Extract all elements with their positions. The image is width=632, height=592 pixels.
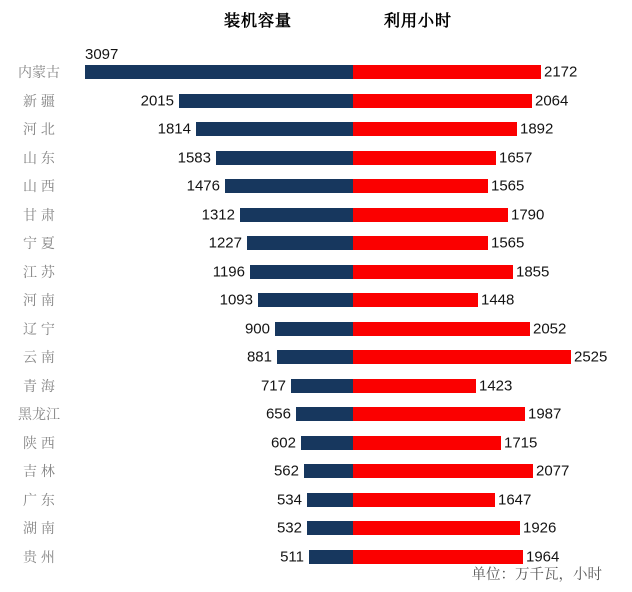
chart-row <box>0 115 632 144</box>
province-label: 湖 南 <box>23 520 55 537</box>
bar-area <box>78 115 632 144</box>
capacity-bar <box>225 179 353 193</box>
bar-area <box>78 486 632 515</box>
hours-bar <box>353 94 532 108</box>
hours-value-label: 1926 <box>523 519 557 537</box>
hours-bar <box>353 407 525 421</box>
chart-row <box>0 87 632 116</box>
hours-series-title: 利用小时 <box>384 13 453 30</box>
bar-area <box>78 514 632 543</box>
hours-bar <box>353 265 513 279</box>
province-label: 新 疆 <box>23 92 55 109</box>
capacity-bar <box>240 208 353 222</box>
capacity-value-label: 1312 <box>201 206 235 224</box>
hours-value-label: 1565 <box>491 234 525 252</box>
chart-row <box>0 457 632 486</box>
province-label: 陕 西 <box>23 434 55 451</box>
hours-bar <box>353 151 496 165</box>
bar-area <box>78 87 632 116</box>
capacity-value-label: 562 <box>273 462 299 480</box>
capacity-value-label: 3097 <box>85 46 119 63</box>
capacity-value-label: 717 <box>260 377 286 395</box>
province-label: 贵 州 <box>23 548 55 565</box>
province-label: 辽 宁 <box>23 320 55 337</box>
bar-area <box>78 315 632 344</box>
province-label: 山 东 <box>23 149 55 166</box>
capacity-bar <box>247 236 353 250</box>
hours-value-label: 1657 <box>499 149 533 167</box>
hours-value-label: 2077 <box>536 462 570 480</box>
province-label: 山 西 <box>23 178 55 195</box>
hours-bar <box>353 379 476 393</box>
capacity-bar <box>275 322 353 336</box>
capacity-value-label: 656 <box>265 405 291 423</box>
hours-value-label: 1987 <box>528 405 562 423</box>
capacity-bar <box>250 265 353 279</box>
unit-note: 单位：万千瓦，小时 <box>471 567 602 583</box>
province-label: 云 南 <box>23 349 55 366</box>
chart-row <box>0 486 632 515</box>
chart-row <box>0 229 632 258</box>
hours-value-label: 1565 <box>491 177 525 195</box>
chart-row <box>0 172 632 201</box>
capacity-bar <box>179 94 353 108</box>
capacity-bar <box>196 122 353 136</box>
hours-bar <box>353 521 520 535</box>
hours-value-label: 2525 <box>574 348 608 366</box>
capacity-bar <box>304 464 353 478</box>
capacity-value-label: 534 <box>276 491 302 509</box>
bar-area <box>78 429 632 458</box>
capacity-bar <box>309 550 353 564</box>
capacity-value-label: 1093 <box>219 291 253 309</box>
chart-row <box>0 372 632 401</box>
hours-bar <box>353 550 523 564</box>
capacity-value-label: 900 <box>244 320 270 338</box>
province-label: 甘 肃 <box>23 206 55 223</box>
capacity-bar <box>258 293 353 307</box>
bar-area <box>78 172 632 201</box>
hours-value-label: 1423 <box>479 377 513 395</box>
capacity-bar <box>301 436 353 450</box>
hours-value-label: 1790 <box>511 206 545 224</box>
hours-bar <box>353 293 478 307</box>
capacity-bar <box>85 65 353 79</box>
chart-row <box>0 46 632 87</box>
bar-area <box>78 457 632 486</box>
bar-area <box>78 372 632 401</box>
hours-value-label: 1855 <box>516 263 550 281</box>
bar-area <box>78 286 632 315</box>
hours-value-label: 1647 <box>498 491 532 509</box>
capacity-bar <box>216 151 353 165</box>
capacity-bar <box>307 493 353 507</box>
bar-area <box>78 46 632 87</box>
bar-area <box>78 229 632 258</box>
chart-row <box>0 144 632 173</box>
bar-area <box>78 258 632 287</box>
chart-row <box>0 315 632 344</box>
bar-area <box>78 144 632 173</box>
province-label: 河 北 <box>23 121 55 138</box>
chart-row <box>0 258 632 287</box>
hours-bar <box>353 208 508 222</box>
capacity-value-label: 1814 <box>157 120 191 138</box>
bar-area <box>78 201 632 230</box>
hours-bar <box>353 350 571 364</box>
capacity-value-label: 511 <box>280 548 304 566</box>
hours-bar <box>353 236 488 250</box>
capacity-value-label: 1476 <box>186 177 220 195</box>
province-label: 河 南 <box>23 292 55 309</box>
hours-value-label: 2052 <box>533 320 567 338</box>
capacity-bar <box>307 521 353 535</box>
capacity-value-label: 1583 <box>177 149 211 167</box>
capacity-value-label: 602 <box>270 434 296 452</box>
capacity-value-label: 881 <box>246 348 272 366</box>
capacity-value-label: 532 <box>276 519 302 537</box>
hours-value-label: 1715 <box>504 434 538 452</box>
hours-bar <box>353 65 541 79</box>
province-label: 黑龙江 <box>18 406 60 423</box>
capacity-series-title: 装机容量 <box>224 13 293 30</box>
province-label: 吉 林 <box>23 463 55 480</box>
chart-row <box>0 400 632 429</box>
hours-value-label: 2064 <box>535 92 569 110</box>
province-label: 江 苏 <box>23 263 55 280</box>
hours-value-label: 1448 <box>481 291 515 309</box>
hours-value-label: 1892 <box>520 120 554 138</box>
hours-bar <box>353 464 533 478</box>
province-label: 内蒙古 <box>18 64 60 81</box>
province-label: 宁 夏 <box>23 235 55 252</box>
bar-area <box>78 400 632 429</box>
bar-area <box>78 343 632 372</box>
chart-row <box>0 201 632 230</box>
capacity-value-label: 2015 <box>140 92 174 110</box>
chart-rows <box>0 46 632 571</box>
chart-row <box>0 343 632 372</box>
chart-row <box>0 429 632 458</box>
province-label: 青 海 <box>23 377 55 394</box>
hours-bar <box>353 322 530 336</box>
province-label: 广 东 <box>23 491 55 508</box>
hours-value-label: 2172 <box>544 63 578 81</box>
chart-row <box>0 514 632 543</box>
hours-bar <box>353 122 517 136</box>
chart-row <box>0 286 632 315</box>
hours-bar <box>353 436 501 450</box>
hours-bar <box>353 493 495 507</box>
capacity-value-label: 1196 <box>212 263 245 281</box>
capacity-bar <box>296 407 353 421</box>
hours-value-label: 1964 <box>526 548 560 566</box>
capacity-bar <box>277 350 353 364</box>
capacity-bar <box>291 379 353 393</box>
capacity-value-label: 1227 <box>208 234 242 252</box>
hours-bar <box>353 179 488 193</box>
